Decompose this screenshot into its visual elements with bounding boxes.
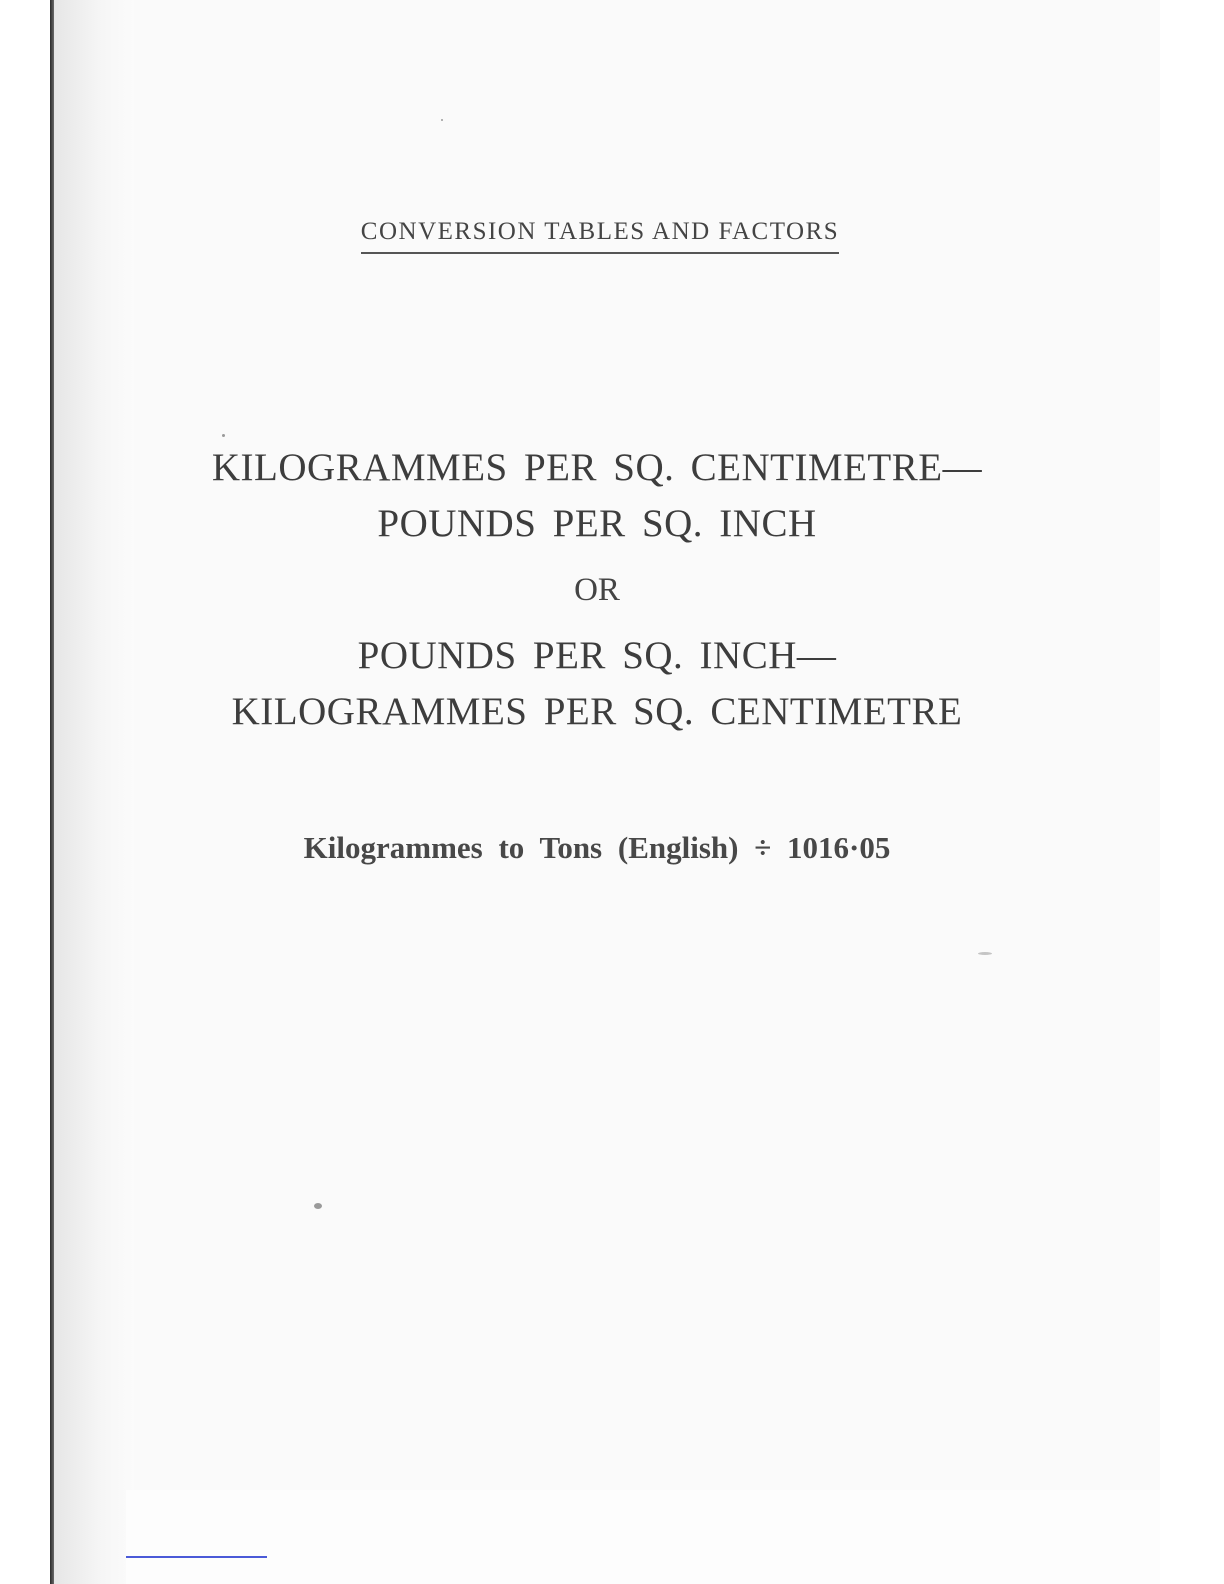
page-bottom-margin bbox=[126, 1490, 1160, 1584]
scan-speck bbox=[314, 1203, 322, 1209]
scan-speck bbox=[441, 119, 443, 121]
conversion-subtitle: Kilogrammes to Tons (English) ÷ 1016·05 bbox=[303, 830, 891, 865]
scan-speck bbox=[978, 952, 992, 955]
running-head-text: CONVERSION TABLES AND FACTORS bbox=[361, 218, 839, 254]
title-line-2: POUNDS PER SQ. INCH bbox=[377, 502, 817, 545]
title-or: OR bbox=[574, 572, 620, 608]
title-line-3: POUNDS PER SQ. INCH— bbox=[357, 634, 837, 677]
title-block bbox=[0, 440, 1194, 740]
running-head bbox=[0, 218, 1200, 254]
title-line-1: KILOGRAMMES PER SQ. CENTIMETRE— bbox=[211, 446, 983, 489]
footer-rule bbox=[126, 1556, 267, 1558]
scan-speck bbox=[222, 434, 225, 437]
title-line-4: KILOGRAMMES PER SQ. CENTIMETRE bbox=[231, 690, 963, 733]
